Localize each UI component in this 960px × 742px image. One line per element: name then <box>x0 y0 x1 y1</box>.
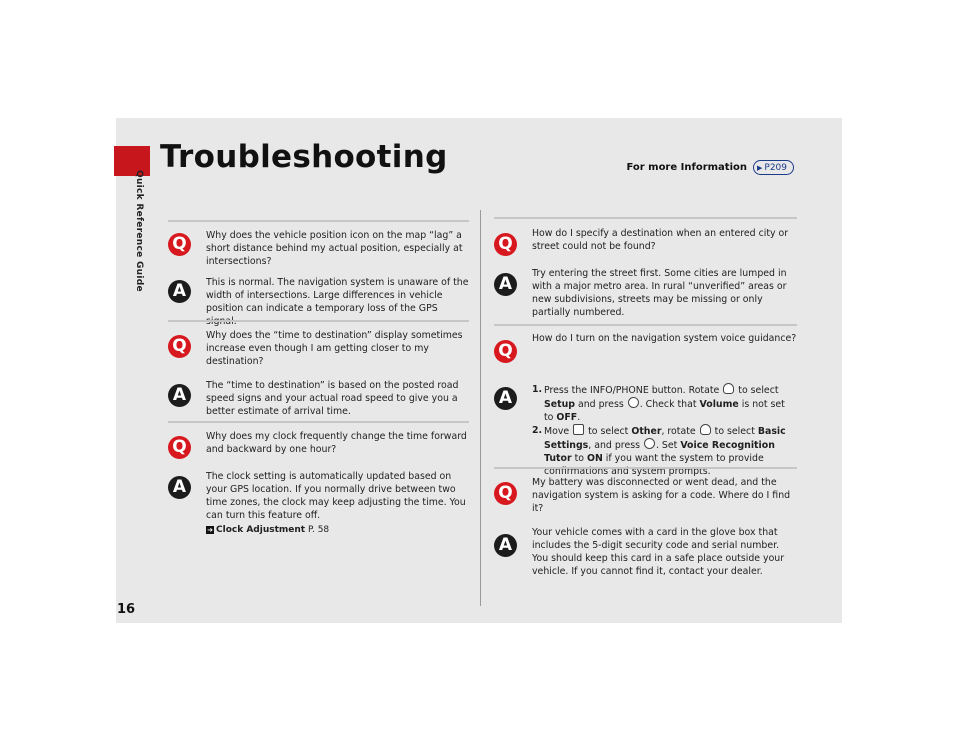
question: Why does the vehicle position icon on the map “lag” a short distance behind my actual position, especially at intersections? <box>206 230 463 267</box>
step-text: to <box>574 453 584 464</box>
question: Why does the “time to destination” display sometimes increase even though I am getting closer to my destination? <box>206 330 463 367</box>
question-text <box>206 329 469 368</box>
step-text: , and press <box>588 440 640 451</box>
more-info-label: For more Information <box>626 162 747 173</box>
step-keyword: Basic Settings <box>544 426 786 451</box>
answer-badge: A <box>494 534 517 557</box>
qa-block-time-to-destination <box>168 320 469 418</box>
question-badge: Q <box>494 233 517 256</box>
step-keyword: Volume <box>699 399 739 410</box>
question-text <box>532 227 797 253</box>
answer-badge: A <box>168 280 191 303</box>
interface-dial-icon <box>700 424 711 435</box>
answer-text <box>206 379 469 418</box>
answer: This is normal. The navigation system is unaware of the width of intersections. Large differences in vehicle position can indicate a temporary loss of the GPS signal. <box>206 277 469 327</box>
reference-arrow-icon: ▶ <box>757 163 763 172</box>
question: How do I specify a destination when an entered city or street could not be found? <box>532 228 789 252</box>
question: Why does my clock frequently change the time forward and backward by one hour? <box>206 431 467 455</box>
question-badge: Q <box>168 233 191 256</box>
answer: The “time to destination” is based on the posted road speed signs and your actual road speed to give you a better estimate of arrival time. <box>206 380 459 417</box>
reference-page: P209 <box>764 162 787 173</box>
step-keyword: OFF <box>556 412 578 423</box>
qa-block-destination-not-found <box>494 217 797 319</box>
answer: The clock setting is automatically updated based on your GPS location. If you normally drive between two time zones, the clock may keep adjusting the time. You can turn this feature off. <box>206 471 466 521</box>
answer-row <box>494 526 797 578</box>
step-number: 2. <box>532 425 543 436</box>
question-row <box>494 476 797 515</box>
answer: Your vehicle comes with a card in the glove box that includes the 5-digit security code and serial number. You should keep this card in a safe place outside your vehicle. If you cannot find it, contact your dealer. <box>532 527 785 577</box>
interface-dial-icon <box>723 383 734 394</box>
step-keyword: Voice Recognition Tutor <box>544 440 775 464</box>
reference-pointer-icon: ➜ <box>207 526 213 534</box>
link-label: Clock Adjustment <box>216 525 306 535</box>
step-text: . Set <box>655 440 678 451</box>
answer-text <box>532 383 797 478</box>
answer-row <box>168 470 469 537</box>
question: My battery was disconnected or went dead, and the navigation system is asking for a code. Where do I find it? <box>532 477 791 514</box>
instruction-step-1 <box>532 383 797 424</box>
page-reference-link[interactable] <box>753 160 794 175</box>
question-text <box>532 476 797 515</box>
step-text: if you want the system to provide confirmations and system prompts. <box>544 453 764 477</box>
section-label: Quick Reference Guide <box>134 170 144 292</box>
answer-row <box>494 267 797 319</box>
answer-text <box>532 526 797 578</box>
answer-badge: A <box>494 387 517 410</box>
move-joystick-icon <box>573 424 584 435</box>
enter-press-icon <box>644 438 655 449</box>
step-number: 1. <box>532 384 543 395</box>
page-number: 16 <box>117 602 136 617</box>
question-text <box>206 229 469 268</box>
question-text <box>532 332 797 345</box>
answer-badge: A <box>494 273 517 296</box>
step-text: , rotate <box>661 426 696 437</box>
cross-reference-link[interactable] <box>206 524 469 537</box>
step-text: . Check that <box>639 399 697 410</box>
page-title: Troubleshooting <box>160 139 448 175</box>
answer-text <box>206 470 469 537</box>
question-badge: Q <box>494 482 517 505</box>
qa-block-security-code <box>494 467 797 578</box>
section-tab-marker <box>114 146 150 176</box>
answer: Try entering the street first. Some cities are lumped in with a major metro area. In rural “unverified” areas or new subdivisions, streets may be missing or only partially numbered. <box>532 268 787 318</box>
question-text <box>206 430 469 456</box>
step-text: to select <box>588 426 629 437</box>
question-row <box>168 430 469 459</box>
step-keyword: ON <box>586 453 603 464</box>
qa-block-vehicle-lag <box>168 220 469 328</box>
step-text: is not set to <box>544 399 785 423</box>
answer-badge: A <box>168 384 191 407</box>
step-text: to select <box>738 385 779 396</box>
answer-row <box>168 379 469 418</box>
answer-row <box>494 383 797 478</box>
answer-text <box>532 267 797 319</box>
step-text: and press <box>577 399 624 410</box>
enter-press-icon <box>628 397 639 408</box>
step-text: Move <box>544 426 570 437</box>
step-text: . <box>577 412 581 423</box>
question-row <box>494 227 797 256</box>
column-divider <box>480 210 481 606</box>
question: How do I turn on the navigation system voice guidance? <box>532 333 797 344</box>
step-text: Press the INFO/PHONE button. Rotate <box>544 385 720 396</box>
question-row <box>168 329 469 368</box>
question-badge: Q <box>168 436 191 459</box>
question-row <box>168 229 469 268</box>
qa-block-voice-guidance <box>494 324 797 478</box>
question-row <box>494 332 797 363</box>
step-text: to select <box>714 426 755 437</box>
instruction-steps <box>532 383 797 478</box>
question-badge: Q <box>168 335 191 358</box>
step-keyword: Setup <box>544 399 575 410</box>
step-keyword: Other <box>631 426 662 437</box>
more-info-reference <box>626 160 794 175</box>
qa-block-clock <box>168 421 469 537</box>
question-badge: Q <box>494 340 517 363</box>
answer-badge: A <box>168 476 191 499</box>
link-page: P. 58 <box>307 525 330 535</box>
